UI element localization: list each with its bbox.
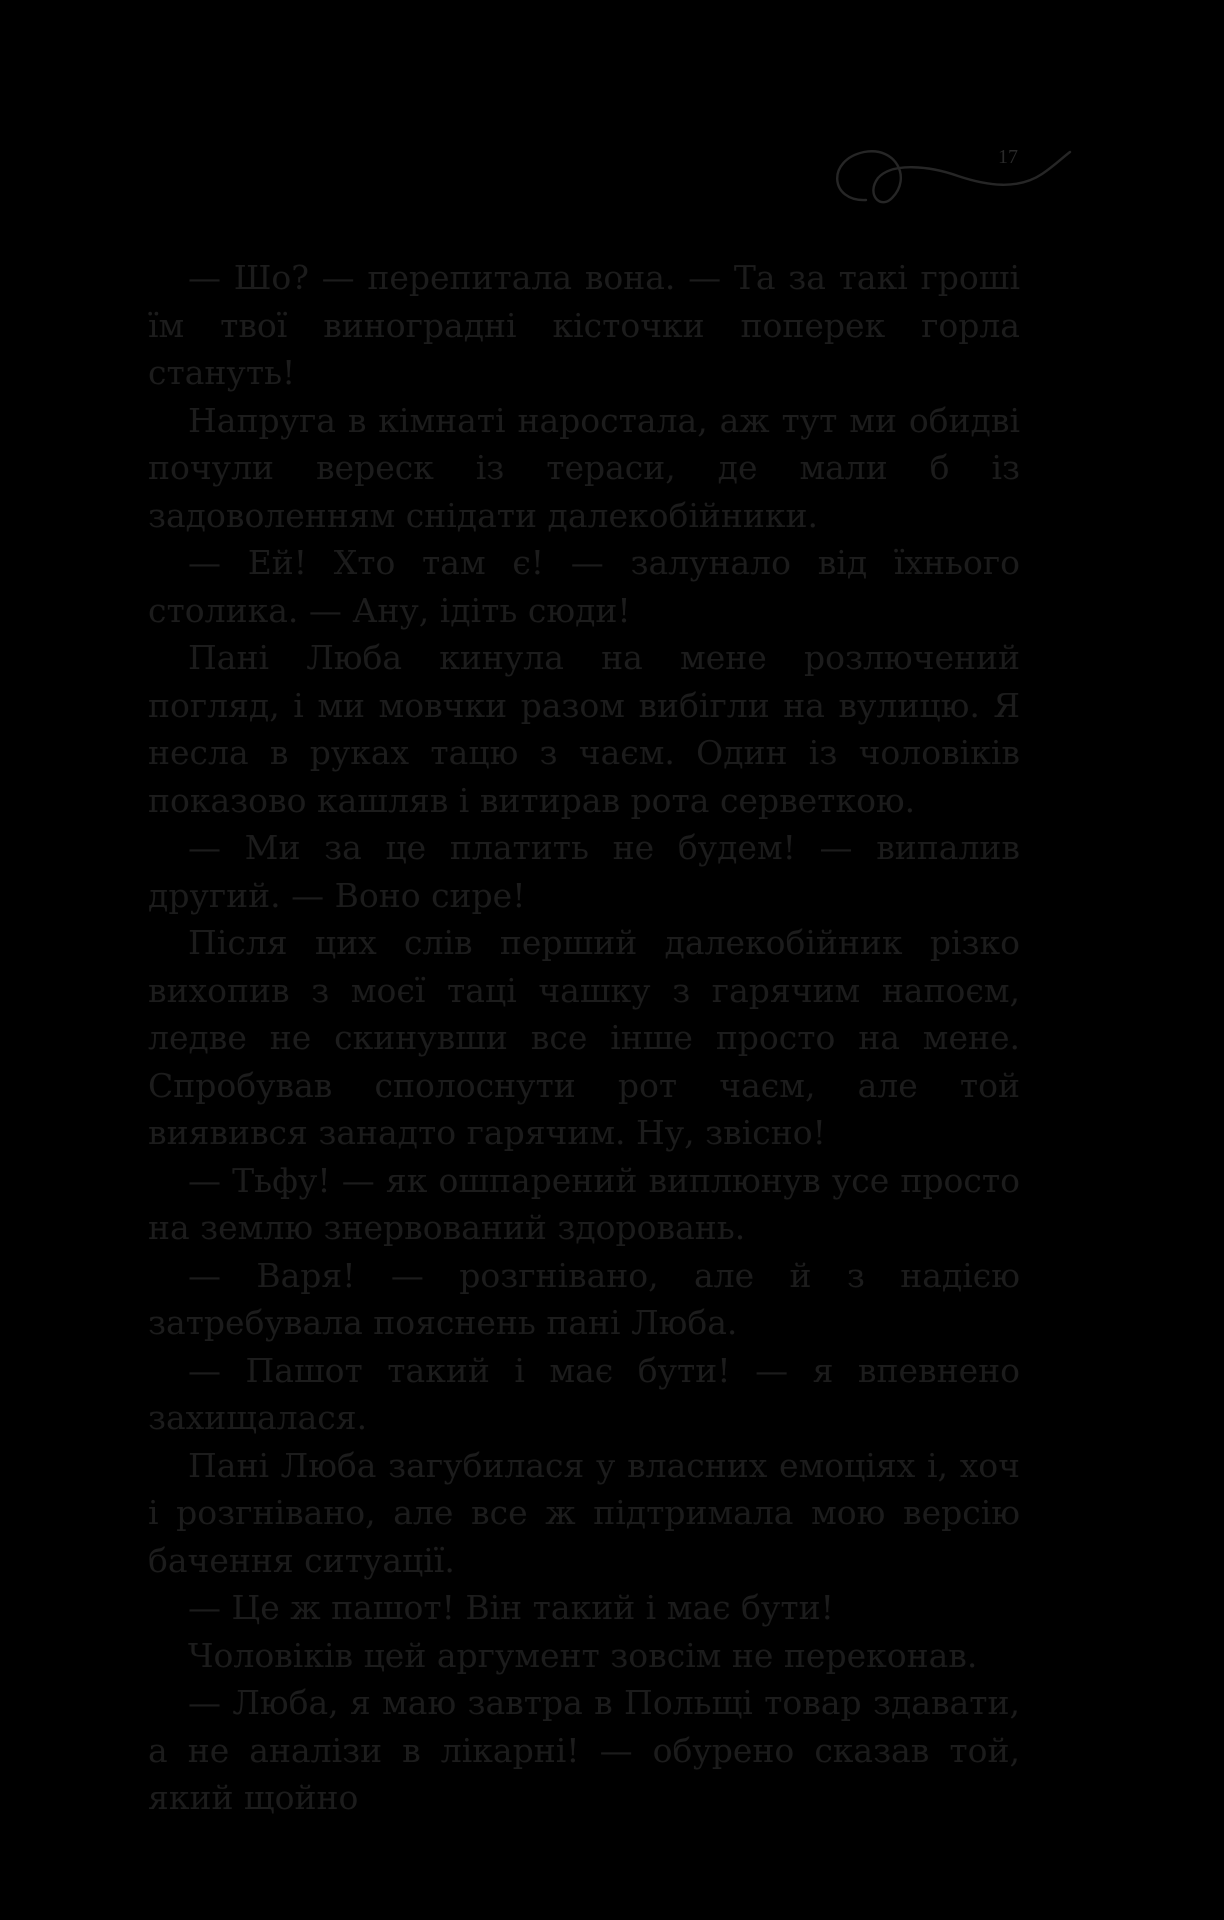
paragraph: — Шо? — перепитала вона. — Та за такі гроші їм твої виноградні кісточки поперек горла стануть! [148,258,1020,392]
paragraph: — Варя! — розгнівано, але й з надією затребувала пояснень пані Люба. [148,1255,1020,1342]
page-number: 17 [998,146,1018,168]
swirl-flourish-icon [818,138,1078,212]
paragraph: Пані Люба кинула на мене розлючений погляд, і ми мовчки разом вибігли на вулицю. Я несла в руках тацю з чаєм. Один із чоловіків показово кашляв і витирав рота серветкою. [148,638,1020,820]
paragraph: Чоловіків цей аргумент зовсім не переконав. [188,1635,978,1675]
paragraph: — Люба, я маю завтра в Польщі товар здавати, а не аналізи в лікарні! — обурено сказав той, який щойно [148,1683,1020,1817]
paragraph: — Ей! Хто там є! — залунало від їхнього столика. — Ану, ідіть сюди! [148,543,1020,630]
paragraph: Після цих слів перший далекобійник різко вихопив з моєї таці чашку з гарячим напоєм, ледве не скинувши все інше просто на мене. Спробував сполоснути рот чаєм, але той виявився занадто гарячим. Ну, звісно! [148,923,1020,1152]
paragraph: — Тьфу! — як ошпарений виплюнув усе просто на землю знервований здоровань. [148,1160,1020,1247]
paragraph: Напруга в кімнаті наростала, аж тут ми обидві почули вереск із тераси, де мали б із задоволенням снідати далекобійники. [148,400,1020,535]
paragraph: Пані Люба загубилася у власних емоціях і, хоч і розгнівано, але все ж підтримала мою версію бачення ситуації. [148,1445,1020,1580]
text-body [148,254,1020,1822]
paragraph: — Ми за це платить не будем! — випалив другий. — Воно сире! [148,828,1020,915]
paragraph: — Це ж пашот! Він такий і має бути! [188,1588,834,1627]
paragraph: — Пашот такий і має бути! — я впевнено захищалася. [148,1350,1020,1437]
